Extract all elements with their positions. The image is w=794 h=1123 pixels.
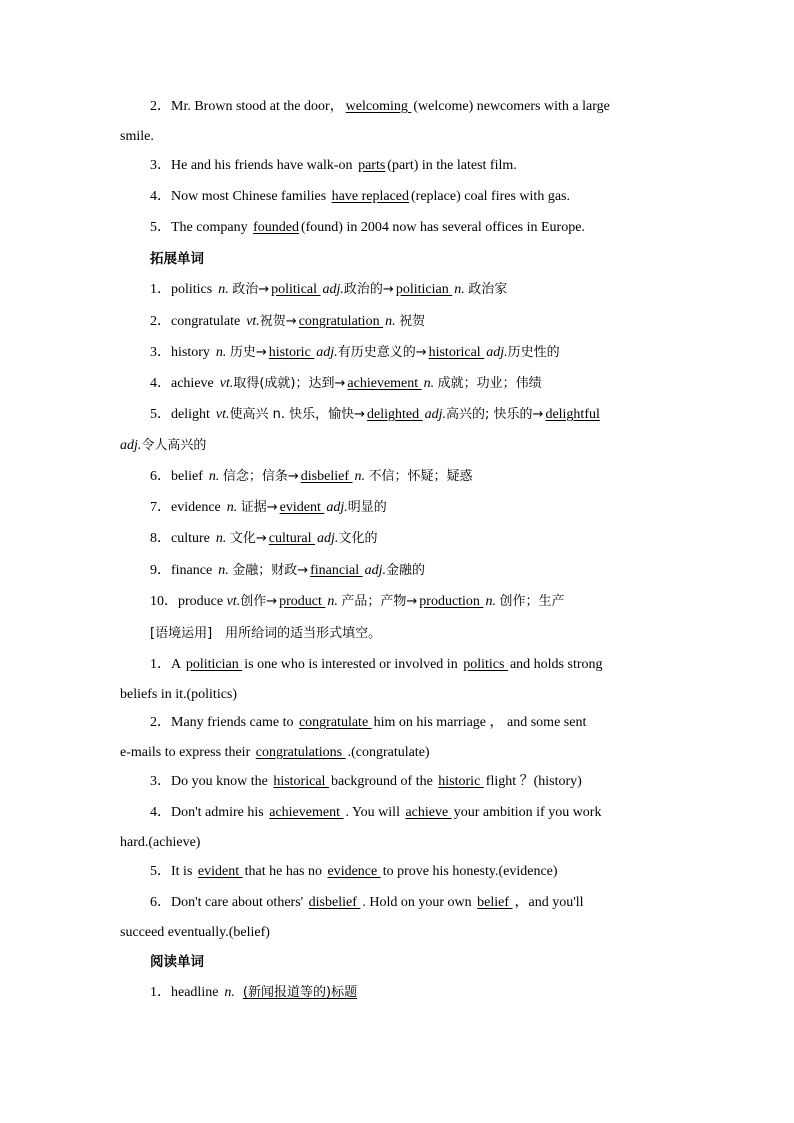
answer: delighted	[367, 407, 423, 422]
usage-sentence-2-cont: e-mails to express their congratulations .(congratulate)	[120, 745, 430, 760]
usage-sentence-4-cont: hard.(achieve)	[120, 835, 201, 850]
reading-item: 1．headline n. (新闻报道等的)标题	[150, 985, 358, 1000]
usage-sentence-3: 3．Do you know the historical background of the historic flight ？(history)	[150, 774, 582, 789]
answer: founded	[253, 220, 299, 235]
answer: product	[279, 594, 326, 609]
sentence-3: 3．He and his friends have walk-on parts (part) in the latest film.	[150, 158, 517, 173]
answer: congratulation	[298, 314, 384, 329]
answer: congratulations	[255, 745, 346, 760]
expand-item: 7．evidence n. 证据→ evident adj.明显的	[150, 500, 387, 515]
expand-item: 10．produce vt.创作→ product n. 产品；产物→ production n. 创作；生产	[150, 594, 565, 609]
answer: (新闻报道等的)标题	[242, 985, 358, 1000]
expand-item: 4．achieve vt.取得(成就)；达到→ achievement n. 成就；功业；伟绩	[150, 376, 542, 391]
usage-sentence-5: 5．It is evident that he has no evidence to prove his honesty.(evidence)	[150, 864, 558, 879]
section-heading-usage: [语境运用] 用所给词的适当形式填空。	[150, 626, 382, 641]
section-heading-reading: 阅读单词	[150, 954, 204, 970]
usage-sentence-2: 2．Many friends came to congratulate him on his marriage ， and some sent	[150, 715, 587, 730]
answer: belief	[477, 895, 513, 910]
usage-sentence-6: 6．Don't care about others' disbelief . Hold on your own belief ，and you'll	[150, 895, 584, 910]
expand-item: 8．culture n. 文化→ cultural adj.文化的	[150, 531, 378, 546]
sentence-4: 4．Now most Chinese families have replaced (replace) coal fires with gas.	[150, 189, 570, 204]
answer: achieve	[405, 805, 452, 820]
answer: welcoming	[345, 99, 412, 114]
answer: production	[419, 594, 484, 609]
sentence-2-cont: smile.	[120, 129, 154, 144]
answer: parts	[358, 158, 386, 173]
section-heading-expand: 拓展单词	[150, 251, 204, 267]
answer: politics	[463, 657, 508, 672]
answer: achievement	[347, 376, 422, 391]
answer: historical	[428, 345, 485, 360]
answer: congratulate	[298, 715, 372, 730]
answer: historical	[273, 774, 329, 789]
usage-sentence-1: 1．A politician is one who is interested or involved in politics and holds strong	[150, 657, 603, 672]
expand-item: 1．politics n. 政治→ political adj.政治的→ politician n. 政治家	[150, 282, 508, 297]
answer: delightful	[545, 407, 600, 422]
expand-item: 5．delight vt.使高兴 n. 快乐，愉快→ delighted adj.高兴的; 快乐的→ delightful	[150, 407, 600, 422]
answer: evidence	[327, 864, 381, 879]
expand-item: 3．history n. 历史→ historic adj.有历史意义的→ historical adj.历史性的	[150, 345, 560, 360]
answer: historic	[268, 345, 315, 360]
answer: disbelief	[300, 469, 353, 484]
answer: political	[271, 282, 321, 297]
sentence-2: 2．Mr. Brown stood at the door， welcoming (welcome) newcomers with a large	[150, 99, 610, 114]
answer: have replaced	[331, 189, 409, 204]
expand-item-cont: adj.令人高兴的	[120, 438, 207, 453]
expand-item: 6．belief n. 信念；信条→ disbelief n. 不信；怀疑；疑惑	[150, 469, 473, 484]
usage-sentence-1-cont: beliefs in it.(politics)	[120, 687, 238, 702]
answer: disbelief	[308, 895, 361, 910]
answer: historic	[438, 774, 484, 789]
answer: achievement	[269, 805, 344, 820]
answer: evident	[197, 864, 243, 879]
answer: cultural	[268, 531, 316, 546]
expand-item: 9．finance n. 金融；财政→ financial adj.金融的	[150, 563, 425, 578]
usage-sentence-4: 4．Don't admire his achievement . You will achieve your ambition if you work	[150, 805, 602, 820]
expand-item: 2．congratulate vt.祝贺→ congratulation n. 祝贺	[150, 314, 426, 329]
sentence-5: 5．The company founded (found) in 2004 now has several offices in Europe.	[150, 220, 585, 235]
usage-sentence-6-cont: succeed eventually.(belief)	[120, 925, 270, 940]
answer: politician	[395, 282, 453, 297]
answer: evident	[279, 500, 325, 515]
answer: financial	[310, 563, 363, 578]
answer: politician	[185, 657, 243, 672]
